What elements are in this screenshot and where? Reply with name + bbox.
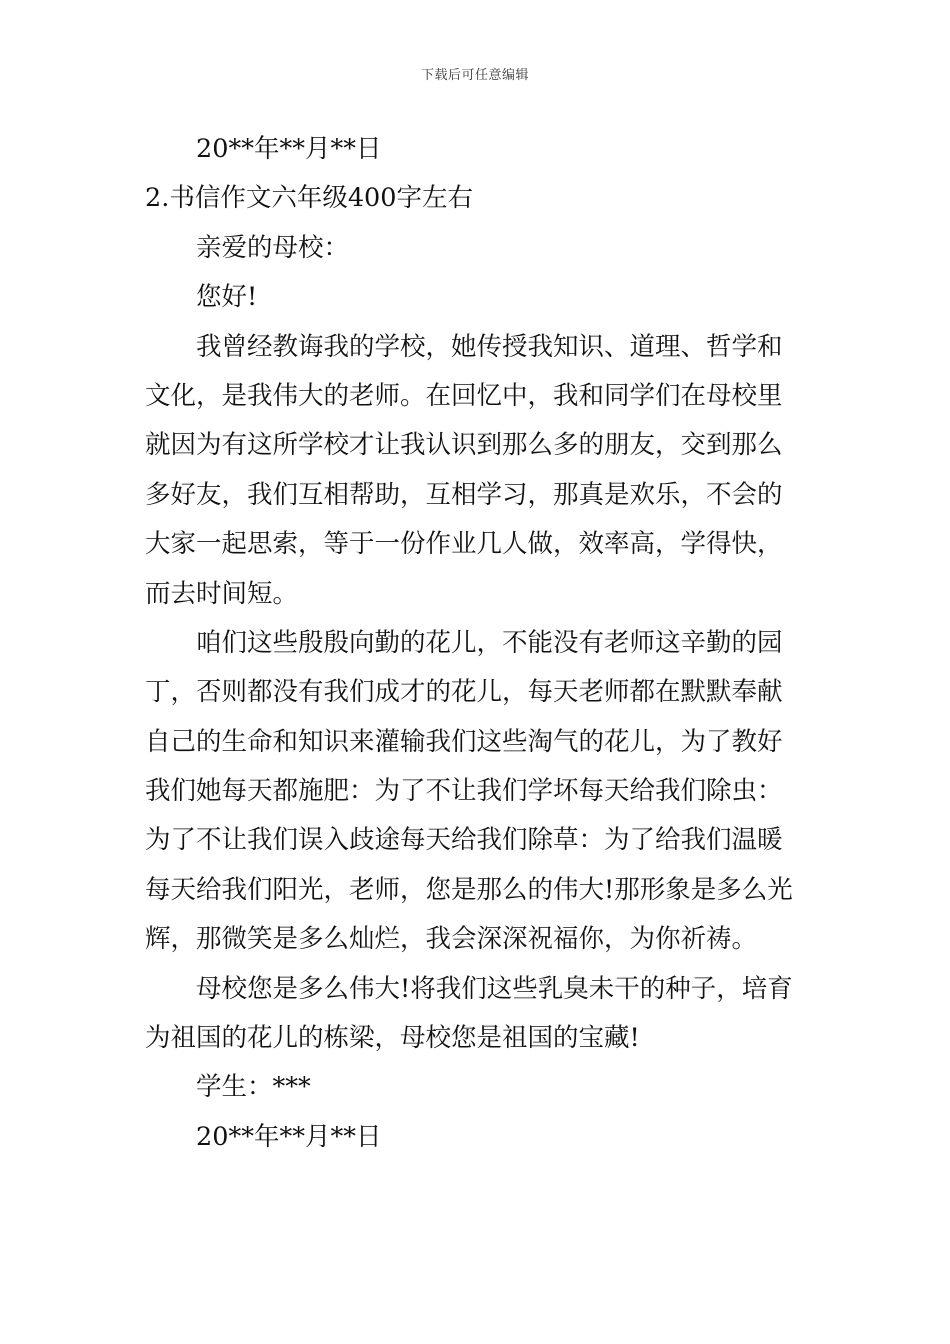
paragraph-2-line: 每天给我们阳光，老师，您是那么的伟大!那形象是多么光 bbox=[145, 874, 793, 905]
paragraph-2-line: 我们她每天都施肥：为了不让我们学坏每天给我们除虫： bbox=[145, 776, 783, 807]
section-title: 2.书信作文六年级400字左右 bbox=[145, 183, 474, 214]
paragraph-1-line: 就因为有这所学校才让我认识到那么多的朋友，交到那么 bbox=[145, 430, 783, 461]
document-body bbox=[145, 125, 809, 1162]
paragraph-3-line: 母校您是多么伟大!将我们这些乳臭未干的种子，培育 bbox=[196, 973, 793, 1004]
paragraph-2-line: 丁，否则都没有我们成才的花儿，每天老师都在默默奉献 bbox=[145, 677, 783, 708]
paragraph-1-line: 而去时间短。 bbox=[145, 578, 299, 609]
paragraph-2-line: 自己的生命和知识来灌输我们这些淘气的花儿，为了教好 bbox=[145, 726, 783, 757]
date-line-top: 20**年**月**日 bbox=[196, 134, 382, 164]
signature: 学生：*** bbox=[196, 1072, 311, 1103]
salutation: 亲爱的母校： bbox=[196, 232, 350, 263]
paragraph-1-line: 我曾经教诲我的学校，她传授我知识、道理、哲学和 bbox=[196, 331, 783, 362]
paragraph-1-line: 文化，是我伟大的老师。在回忆中，我和同学们在母校里 bbox=[145, 380, 783, 411]
paragraph-2-line: 为了不让我们误入歧途每天给我们除草：为了给我们温暖 bbox=[145, 825, 783, 856]
greeting: 您好! bbox=[196, 282, 258, 313]
paragraph-1-line: 大家一起思索，等于一份作业几人做，效率高，学得快， bbox=[145, 529, 783, 560]
page-header: 下载后可任意编辑 bbox=[420, 68, 529, 83]
paragraph-2-line: 辉，那微笑是多么灿烂，我会深深祝福你，为你祈祷。 bbox=[145, 924, 758, 955]
date-line-bottom: 20**年**月**日 bbox=[196, 1121, 382, 1152]
paragraph-2-line: 咱们这些殷殷向勤的花儿，不能没有老师这辛勤的园 bbox=[196, 627, 783, 658]
paragraph-3-line: 为祖国的花儿的栋梁，母校您是祖国的宝藏! bbox=[145, 1023, 640, 1054]
paragraph-1-line: 多好友，我们互相帮助，互相学习，那真是欢乐，不会的 bbox=[145, 479, 783, 510]
